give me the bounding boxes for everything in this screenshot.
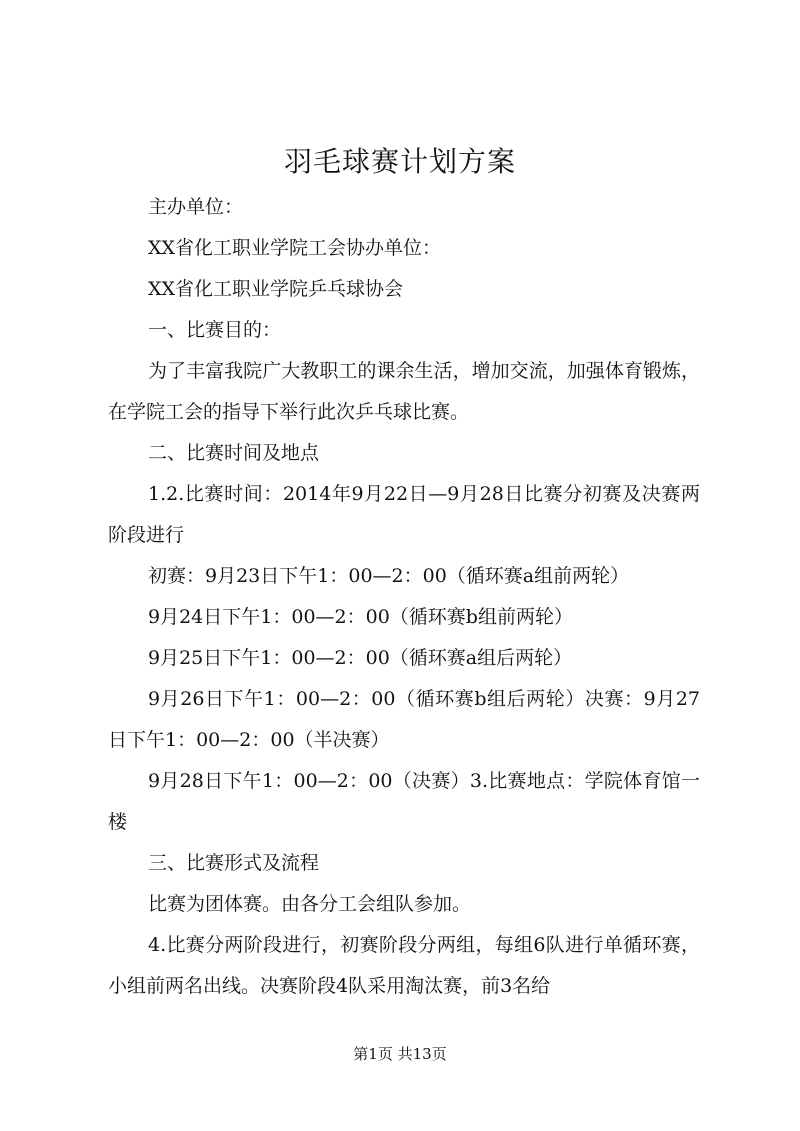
schedule-item-sep24: 9月24日下午1：00—2：00（循环赛b组前两轮） xyxy=(148,606,573,628)
schedule-item-preliminary: 初赛：9月23日下午1：00—2：00（循环赛a组前两轮） xyxy=(148,565,630,587)
paragraph-stages: 4.比赛分两阶段进行，初赛阶段分两组，每组6队进行单循环赛，小组前两名出线。决赛阶段4队采用淘汰赛，前3名给 xyxy=(108,934,700,997)
paragraph-match-time: 1.2.比赛时间：2014年9月22日—9月28日比赛分初赛及决赛两阶段进行 xyxy=(108,483,700,546)
document-title: 羽毛球赛计划方案 xyxy=(283,145,516,178)
paragraph-organizer-unit: XX省化工职业学院工会协办单位： xyxy=(148,237,442,259)
schedule-item-sep25: 9月25日下午1：00—2：00（循环赛a组后两轮） xyxy=(148,647,573,669)
paragraph-purpose: 为了丰富我院广大教职工的课余生活，增加交流，加强体育锻炼，在学院工会的指导下举行此次乒乓球比赛。 xyxy=(108,360,700,423)
paragraph-co-organizer: XX省化工职业学院乒乓球协会 xyxy=(148,278,404,300)
page-footer: 第1页 共13页 xyxy=(353,1045,447,1063)
paragraph-organizer: 主办单位： xyxy=(148,196,244,218)
section-heading-time-location: 二、比赛时间及地点 xyxy=(148,442,320,464)
paragraph-team-format: 比赛为团体赛。由各分工会组队参加。 xyxy=(148,893,472,915)
schedule-item-sep28-location: 9月28日下午1：00—2：00（决赛）3.比赛地点：学院体育馆一楼 xyxy=(108,770,700,833)
schedule-item-sep26-final: 9月26日下午1：00—2：00（循环赛b组后两轮）决赛：9月27日下午1：00—2：00（半决赛） xyxy=(108,688,700,751)
section-heading-format: 三、比赛形式及流程 xyxy=(148,852,320,874)
section-heading-purpose: 一、比赛目的： xyxy=(148,319,282,341)
